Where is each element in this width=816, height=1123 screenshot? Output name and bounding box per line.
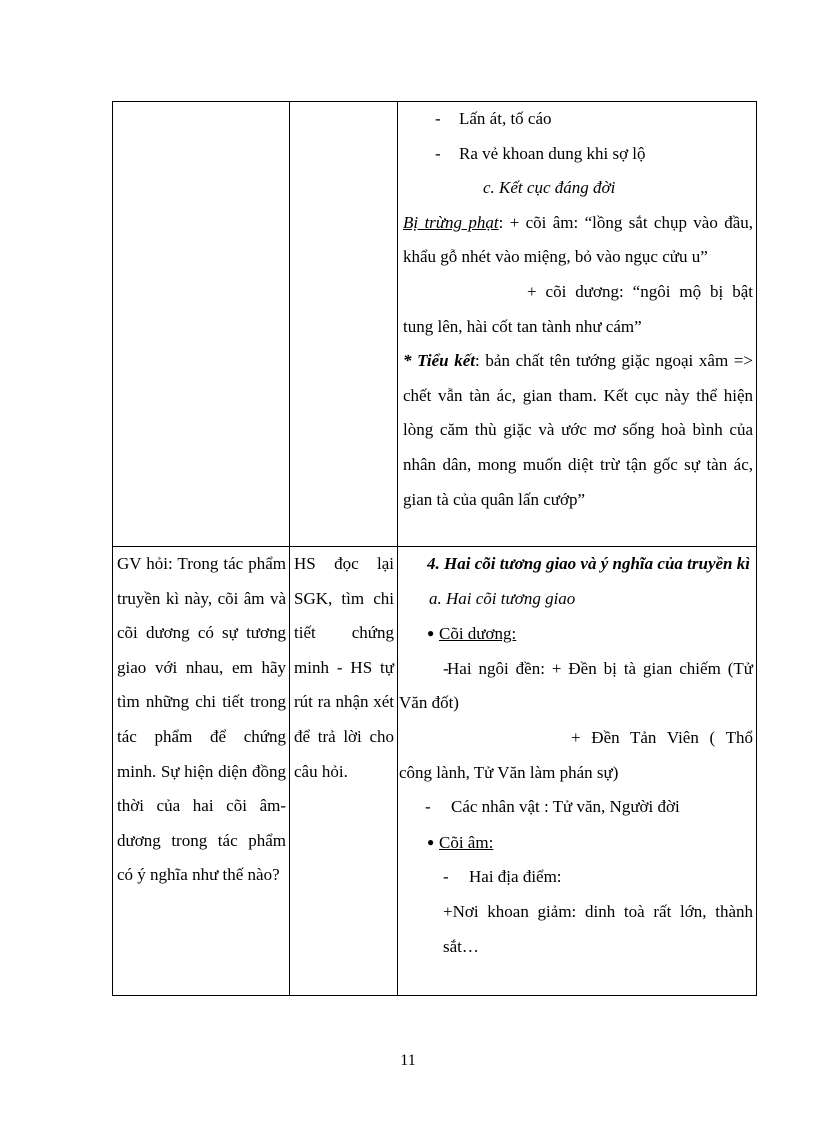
punishment-text-2: + cõi dương: “ngôi mộ bị bật tung lên, hài cốt tan tành như cám” xyxy=(403,281,753,336)
student-activity-cell xyxy=(290,102,398,547)
bullet-icon: ● xyxy=(427,834,435,849)
bullet-label: Cõi dương: xyxy=(439,624,517,644)
list-item-text: Hai ngôi đền: + Đền bị tà gian chiếm (Tử Văn đốt) xyxy=(399,658,753,713)
subsection-heading: a. Hai cõi tương giao xyxy=(429,588,576,608)
page-number: 11 xyxy=(400,1052,416,1069)
teacher-activity-cell xyxy=(113,102,290,547)
summary-label: * Tiểu kết xyxy=(403,351,476,371)
bullet-item xyxy=(403,616,753,652)
student-activity-cell xyxy=(290,547,398,996)
list-item-text: Lấn át, tố cáo xyxy=(459,109,552,128)
content-cell xyxy=(398,547,757,996)
list-item-text: +Nơi khoan giảm: dinh toà rất lớn, thành sắt… xyxy=(443,901,753,956)
content-cell xyxy=(398,102,757,547)
summary-paragraph xyxy=(403,344,753,517)
list-item: - Ra vẻ khoan dung khi sợ lộ xyxy=(435,143,646,163)
punishment-text: : + cõi âm: “lồng sắt chụp vào đầu, khẩu gỗ nhét vào miệng, bỏ vào ngục cửu u” xyxy=(403,212,753,267)
list-item: - Lấn át, tố cáo xyxy=(435,109,552,128)
student-activity: HS đọc lại SGK, tìm chi tiết chứng minh - HS tự rút ra nhận xét để trả lời cho câu hỏi. xyxy=(294,554,394,781)
bullet-icon: ● xyxy=(427,626,435,641)
list-item-text: Hai địa điểm: xyxy=(469,867,562,887)
list-item-text: Ra vẻ khoan dung khi sợ lộ xyxy=(459,143,646,163)
list-item: - Các nhân vật : Tử văn, Người đời xyxy=(425,797,680,817)
teacher-question: GV hỏi: Trong tác phẩm truyền kì này, cõi âm và cõi dương có sự tương giao với nhau, em hãy tìm những chi tiết trong tác phẩm để chứng minh. Sự hiện diện đồng thời của hai cõi âm-dương trong tác phẩm có ý nghĩa như thế nào? xyxy=(117,554,286,885)
table-row xyxy=(113,547,757,996)
punishment-paragraph xyxy=(403,206,753,275)
list-item-text: + Đền Tản Viên ( Thổ công lành, Tử Văn làm phán sự) xyxy=(399,727,753,782)
section-heading: c. Kết cục đáng đời xyxy=(483,178,616,198)
teacher-activity-cell xyxy=(113,547,290,996)
lesson-table xyxy=(112,101,757,996)
table-row xyxy=(113,102,757,547)
bullet-item xyxy=(403,825,753,861)
list-item-text: Các nhân vật : Tử văn, Người đời xyxy=(451,797,680,817)
punishment-label: Bị trừng phạt xyxy=(403,212,499,232)
section-heading: 4. Hai cõi tương giao và ý nghĩa của truyền kì xyxy=(427,554,750,573)
list-item: - Hai địa điểm: xyxy=(443,867,562,887)
summary-text: : bản chất tên tướng giặc ngoại xâm => chết vẫn tàn ác, gian tham. Kết cục này thể hiện lòng căm thù giặc và ước mơ sống hoà bình của nhân dân, mong muốn diệt trừ tận gốc sự tàn ác, gian tà của quân lấn cướp” xyxy=(403,351,754,509)
list-item: -Hai ngôi đền: + Đền bị tà gian chiếm (Tử Văn đốt) xyxy=(399,658,753,713)
bullet-label: Cõi âm: xyxy=(439,832,494,852)
